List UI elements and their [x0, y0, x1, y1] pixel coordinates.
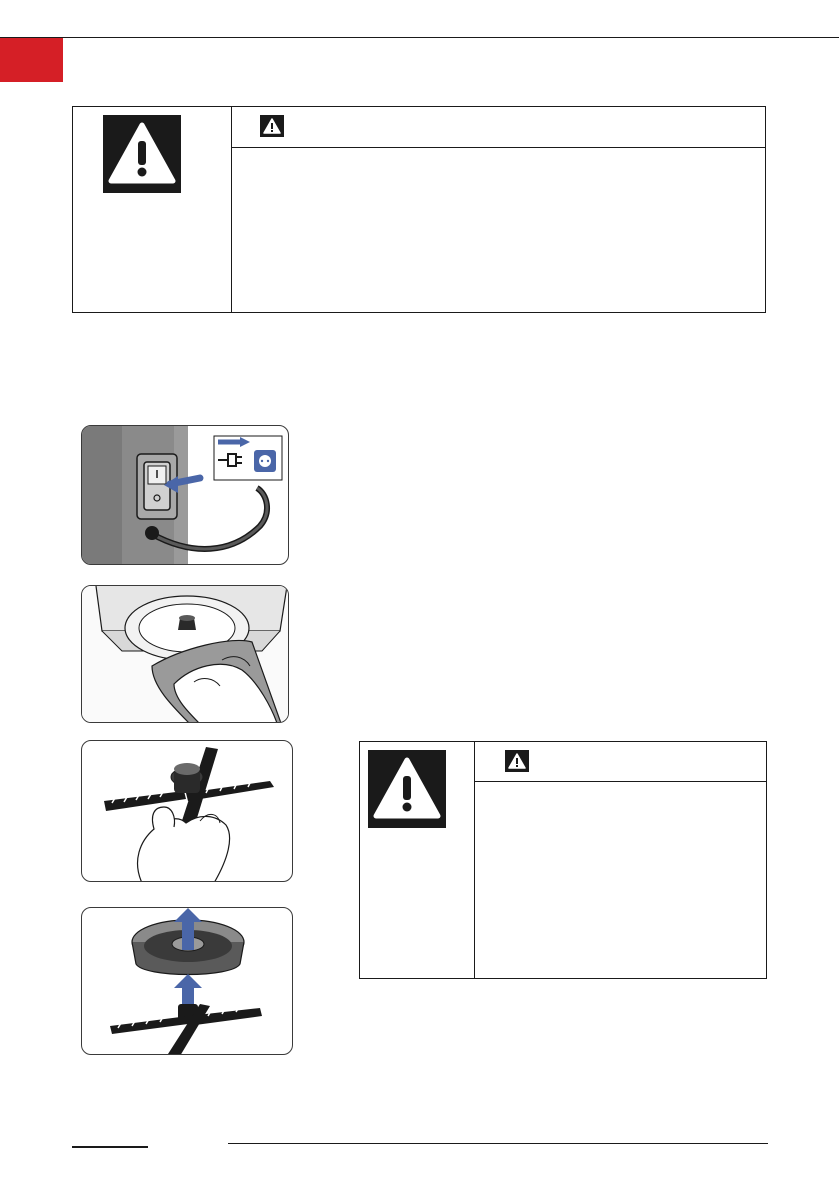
- footer-rule-right: [228, 1143, 768, 1144]
- figure-switch-off: [81, 425, 289, 565]
- footer-rule-left: [72, 1146, 148, 1148]
- warning-triangle-small-icon: [505, 750, 529, 772]
- warning-heading-row: [232, 107, 765, 148]
- warning-triangle-icon: [103, 115, 181, 193]
- chapter-marker-tab: [0, 38, 63, 82]
- warning-box-1: [72, 106, 766, 313]
- warning-triangle-icon: [368, 750, 446, 828]
- warning-box-2: [359, 741, 767, 979]
- warning-triangle-small-icon: [260, 115, 284, 137]
- figure-hold-spray-arm: [81, 740, 293, 882]
- figure-remove-spray-arm: [81, 907, 293, 1055]
- warning-icon-cell: [360, 742, 475, 978]
- warning-body: [475, 782, 766, 978]
- figure-wipe-spray-arm-seat: [81, 585, 289, 723]
- warning-body: [232, 148, 765, 312]
- warning-heading-row: [475, 742, 766, 782]
- warning-icon-cell: [73, 107, 232, 312]
- header-rule: [0, 37, 839, 38]
